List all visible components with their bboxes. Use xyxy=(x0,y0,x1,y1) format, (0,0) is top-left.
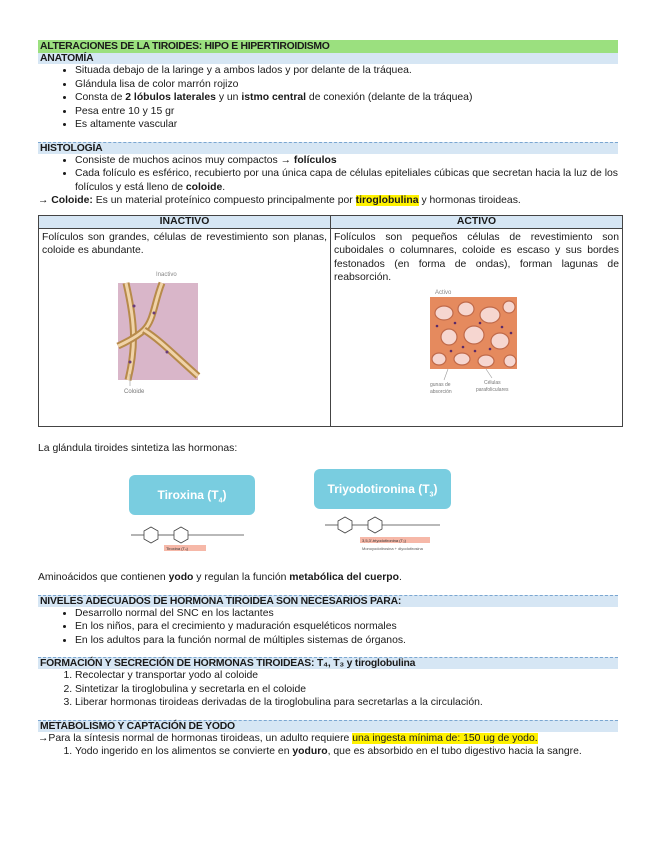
formacion-list xyxy=(38,669,618,710)
anatomia-list xyxy=(38,64,618,132)
svg-text:parafoliculares: parafoliculares xyxy=(476,386,509,393)
list-item: 3. Liberar hormonas tiroideas derivadas de la tiroglobulina para secretarlas a la circulación. xyxy=(75,696,618,710)
histologia-heading: HISTOLOGÍA xyxy=(38,142,618,154)
niveles-list xyxy=(38,607,618,648)
inactive-follicle-image xyxy=(42,258,327,398)
list-item: • Glándula lisa de color marrón rojizo xyxy=(75,78,618,92)
tiroxina-box: Tiroxina $(T_4)$ xyxy=(129,475,255,515)
svg-text:Tiroxina (T₄): Tiroxina (T₄) xyxy=(166,546,188,551)
inactivo-activo-table xyxy=(38,215,623,427)
list-item: • En los niños, para el crecimiento y maduración esqueléticos normales xyxy=(75,620,618,634)
svg-text:Coloide: Coloide xyxy=(124,388,145,395)
list-item: • Consiste de muchos acinos muy compactos → folículos xyxy=(75,154,618,168)
niveles-heading: NIVELES ADECUADOS DE HORMONA TIROIDEA SON NECESARIOS PARA: xyxy=(38,595,618,607)
metabolismo-intro: →Para la síntesis normal de hormonas tiroideas, un adulto requiere una ingesta mínima de: 150 ug de yodo. xyxy=(38,732,538,744)
histologia-list xyxy=(38,154,618,195)
list-item: 2. Sintetizar la tiroglobulina y secretarla en el coloide xyxy=(75,683,618,697)
svg-text:3,5,3'-triyodotironina (T₃): 3,5,3'-triyodotironina (T₃) xyxy=(362,538,406,543)
list-item: • Situada debajo de la laringe y a ambos lados y por delante de la tráquea. xyxy=(75,64,618,78)
svg-text:Células: Células xyxy=(484,379,501,386)
tiroxina-structure-image xyxy=(126,523,256,553)
document-page xyxy=(38,40,618,759)
list-item: 1. Recolectar y transportar yodo al coloide xyxy=(75,669,618,683)
list-item: 1. Yodo ingerido en los alimentos se convierte en yoduro, que es absorbido en el tubo digestivo hacia la sangre. xyxy=(75,745,618,759)
formacion-heading: FORMACIÓN Y SECRECIÓN DE HORMONAS TIROIDEAS: T₄, T₃ y tiroglobulina xyxy=(38,657,618,669)
metabolismo-list xyxy=(38,745,618,759)
active-follicle-image xyxy=(334,285,619,405)
list-item: • Cada folículo es esférico, recubierto por una única capa de células epiteliales cúbicas que secretan hacia la luz de los folículos y está lleno de coloide. xyxy=(75,167,618,194)
inactivo-text: Folículos son grandes, células de revestimiento son planas, coloide es abundante. xyxy=(42,231,327,256)
svg-text:Activo: Activo xyxy=(435,289,452,296)
active-follicle-figure xyxy=(334,285,619,405)
table-cell-inactivo xyxy=(39,228,331,426)
list-item: • En los adultos para la función normal de múltiples sistemas de órganos. xyxy=(75,634,618,648)
activo-text: Folículos son pequeños células de revestimiento son cuboidales o columnares, coloide es escaso y sus bordes festonados (en forma de ondas), forman lagunas de reabsorción. xyxy=(334,231,619,283)
triyodotironina-box: Triyodotironina $(T_3)$ xyxy=(314,469,451,509)
svg-text:Monoyodotirosina + diyodotiros: Monoyodotirosina + diyodotirosina xyxy=(362,546,423,551)
svg-text:gunas de: gunas de xyxy=(430,381,451,388)
coloide-definition: → Coloide: Es un material proteínico compuesto principalmente por tiroglobulina y hormonas tiroideas. xyxy=(38,195,521,206)
triyodotironina-structure-image xyxy=(320,515,460,555)
svg-text:absorción: absorción xyxy=(430,388,452,395)
aminoacidos-text: Aminoácidos que contienen yodo y regulan la función metabólica del cuerpo. xyxy=(38,572,402,583)
table-cell-activo xyxy=(331,228,623,426)
list-item: • Desarrollo normal del SNC en los lactantes xyxy=(75,607,618,621)
hormones-intro: La glándula tiroides sintetiza las hormonas: xyxy=(38,442,238,454)
list-item: • Pesa entre 10 y 15 gr xyxy=(75,105,618,119)
table-header-inactivo: INACTIVO xyxy=(39,215,331,228)
list-item: • Consta de 2 lóbulos laterales y un istmo central de conexión (delante de la tráquea) xyxy=(75,91,618,105)
page-title: ALTERACIONES DE LA TIROIDES: HIPO E HIPERTIROIDISMO xyxy=(38,40,618,53)
list-item: • Es altamente vascular xyxy=(75,118,618,132)
hormones-figure xyxy=(38,467,618,565)
table-header-activo: ACTIVO xyxy=(331,215,623,228)
anatomia-heading: ANATOMÍA xyxy=(38,53,618,64)
inactive-follicle-figure xyxy=(42,258,327,398)
svg-text:Inactivo: Inactivo xyxy=(156,271,177,278)
metabolismo-heading: METABOLISMO Y CAPTACIÓN DE YODO xyxy=(38,720,618,732)
